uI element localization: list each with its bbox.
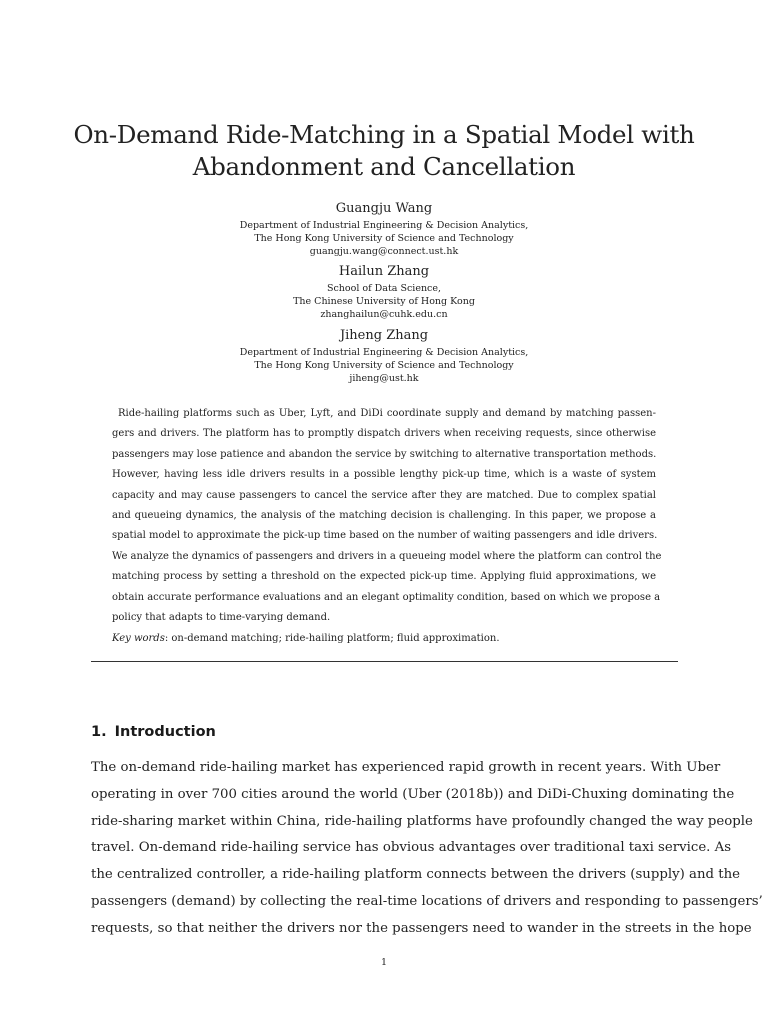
abstract-line: We analyze the dynamics of passengers and drivers in a queueing model where the platform can control the (112, 550, 662, 562)
author-affiliation: The Chinese University of Hong Kong (293, 296, 475, 307)
abstract-line: passengers may lose patience and abandon the service by switching to alternative transportation methods. (112, 448, 657, 460)
abstract-line: Ride-hailing platforms such as Uber, Lyft, and DiDi coordinate supply and demand by matching passen- (118, 408, 656, 419)
author-affiliation: The Hong Kong University of Science and Technology (254, 360, 514, 371)
section-heading (91, 724, 216, 740)
author-block-1 (60, 201, 708, 258)
author-affiliation: Department of Industrial Engineering & Decision Analytics, (239, 347, 529, 358)
body-line: travel. On-demand ride-hailing service has obvious advantages over traditional taxi service. As (91, 840, 732, 856)
keywords-text: on-demand matching; ride-hailing platform; fluid approximation. (171, 633, 500, 644)
page-number: 1 (380, 957, 388, 968)
abstract-line: matching process by setting a threshold on the expected pick-up time. Applying fluid approximations, we (112, 571, 656, 583)
abstract-line: spatial model to approximate the pick-up time based on the number of waiting passengers and idle drivers. (112, 530, 658, 542)
author-affiliation: The Hong Kong University of Science and Technology (254, 233, 514, 244)
author-block-2 (60, 264, 708, 321)
body-line: requests, so that neither the drivers nor the passengers need to wander in the streets in the hope (91, 920, 752, 936)
keywords-separator: : (164, 633, 169, 644)
body-text (91, 755, 763, 943)
section-number: 1. (91, 724, 107, 740)
title-line-2: Abandonment and Cancellation (192, 152, 576, 181)
keywords (112, 630, 656, 648)
author-email: zhanghailun@cuhk.edu.cn (320, 309, 448, 320)
abstract-line: and queueing dynamics, the analysis of the matching decision is challenging. In this paper, we propose a (112, 510, 656, 522)
title-line-1: On-Demand Ride-Matching in a Spatial Model with (73, 120, 695, 149)
abstract-line: obtain accurate performance evaluations and an elegant optimality condition, based on which we propose a (112, 591, 661, 603)
abstract-line: gers and drivers. The platform has to promptly dispatch drivers when receiving requests, since otherwise (112, 428, 656, 440)
author-email: guangju.wang@connect.ust.hk (309, 246, 459, 257)
body-line: passengers (demand) by collecting the real-time locations of drivers and responding to passengers’ (91, 893, 763, 909)
author-block-3 (60, 328, 708, 385)
author-affiliation: School of Data Science, (326, 283, 442, 294)
author-name: Guangju Wang (335, 201, 433, 216)
author-affiliation: Department of Industrial Engineering & Decision Analytics, (239, 220, 529, 231)
body-line: the centralized controller, a ride-hailing platform connects between the drivers (supply) and the (91, 867, 741, 883)
abstract (112, 404, 662, 628)
body-line: ride-sharing market within China, ride-hailing platforms have profoundly changed the way people (91, 813, 753, 829)
abstract-line: policy that adapts to time-varying demand. (112, 612, 331, 624)
body-line: operating in over 700 cities around the world (Uber (2018b)) and DiDi-Chuxing dominating the (91, 786, 735, 802)
section-divider (91, 661, 678, 662)
abstract-line: capacity and may cause passengers to cancel the service after they are matched. Due to complex spatial (112, 489, 656, 501)
paper-title (60, 119, 708, 183)
author-email: jiheng@ust.hk (349, 373, 419, 384)
keywords-label: Key words (112, 633, 165, 644)
section-title: Introduction (114, 724, 216, 740)
body-line: The on-demand ride-hailing market has experienced rapid growth in recent years. With Uber (91, 760, 721, 775)
abstract-line: However, having less idle drivers results in a possible lengthy pick-up time, which is a waste of system (112, 469, 656, 481)
author-name: Hailun Zhang (338, 264, 430, 279)
author-name: Jiheng Zhang (339, 328, 429, 343)
